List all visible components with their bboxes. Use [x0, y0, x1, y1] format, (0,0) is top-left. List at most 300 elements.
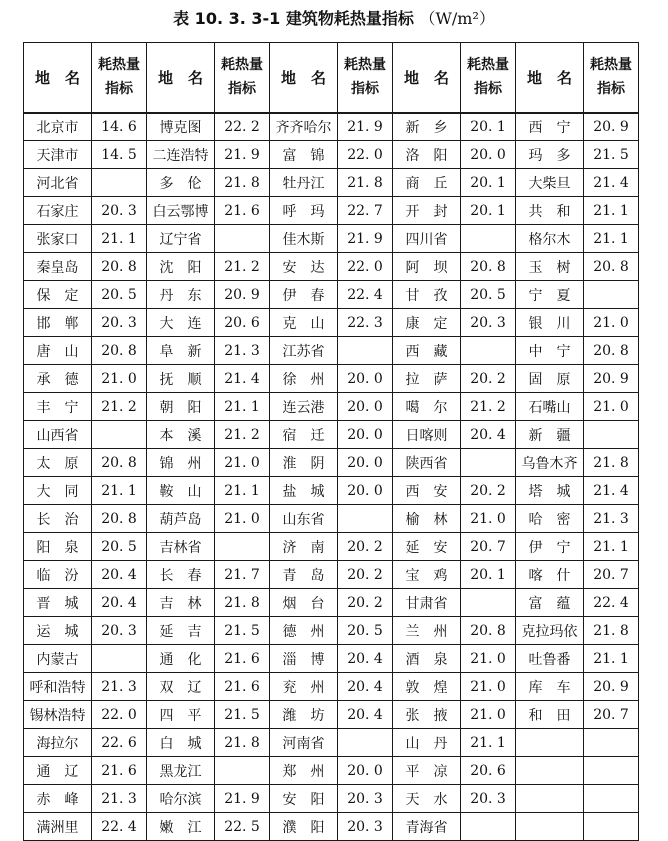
place-name-cell: 宁 夏	[516, 281, 584, 309]
heat-index-cell: 21. 6	[215, 645, 270, 673]
header-value-line2: 指标	[105, 81, 133, 98]
heat-index-cell: 21. 0	[461, 505, 516, 533]
heat-index-cell: 20. 8	[461, 253, 516, 281]
place-name-cell: 西 安	[393, 477, 461, 505]
place-name-cell: 二连浩特	[147, 141, 215, 169]
header-value-cell	[584, 43, 639, 113]
place-name-cell: 拉 萨	[393, 365, 461, 393]
place-name-cell: 宿 迁	[270, 421, 338, 449]
heat-index-cell	[461, 813, 516, 841]
place-name-cell: 葫芦岛	[147, 505, 215, 533]
table-row	[24, 421, 639, 449]
place-name-cell: 长 春	[147, 561, 215, 589]
heat-index-cell: 21. 8	[584, 449, 639, 477]
heat-index-cell: 20. 8	[584, 337, 639, 365]
place-name-cell: 克拉玛依	[516, 617, 584, 645]
place-name-cell: 大柴旦	[516, 169, 584, 197]
table-row	[24, 253, 639, 281]
heat-index-cell: 21. 8	[215, 169, 270, 197]
heat-index-cell: 21. 8	[215, 589, 270, 617]
heat-index-cell: 20. 1	[461, 169, 516, 197]
place-name-cell: 江苏省	[270, 337, 338, 365]
heat-index-cell: 21. 9	[215, 785, 270, 813]
place-name-cell: 山西省	[24, 421, 92, 449]
heat-index-cell: 21. 2	[215, 253, 270, 281]
heat-index-cell: 20. 0	[338, 365, 393, 393]
place-name-cell: 阜 新	[147, 337, 215, 365]
heat-index-cell	[461, 589, 516, 617]
heat-index-cell: 20. 0	[461, 141, 516, 169]
heat-index-cell: 22. 4	[338, 281, 393, 309]
place-name-cell: 丹 东	[147, 281, 215, 309]
place-name-cell: 北京市	[24, 113, 92, 141]
place-name-cell: 伊 宁	[516, 533, 584, 561]
heat-consumption-table	[23, 42, 639, 841]
place-name-cell: 乌鲁木齐	[516, 449, 584, 477]
place-name-cell: 张 掖	[393, 701, 461, 729]
heat-index-cell	[584, 421, 639, 449]
heat-index-cell: 20. 9	[584, 673, 639, 701]
place-name-cell: 德 州	[270, 617, 338, 645]
place-name-cell: 青 岛	[270, 561, 338, 589]
heat-index-cell	[584, 757, 639, 785]
heat-index-cell: 21. 3	[215, 337, 270, 365]
heat-index-cell: 21. 0	[215, 505, 270, 533]
place-name-cell: 徐 州	[270, 365, 338, 393]
place-name-cell: 山东省	[270, 505, 338, 533]
heat-index-cell: 20. 9	[215, 281, 270, 309]
table-row	[24, 309, 639, 337]
table-row	[24, 701, 639, 729]
place-name-cell: 白 城	[147, 729, 215, 757]
heat-index-cell: 21. 1	[584, 645, 639, 673]
heat-index-cell: 20. 4	[92, 561, 147, 589]
heat-index-cell: 20. 0	[338, 449, 393, 477]
place-name-cell: 敦 煌	[393, 673, 461, 701]
table-row	[24, 113, 639, 141]
table-row	[24, 449, 639, 477]
header-value-cell	[338, 43, 393, 113]
place-name-cell: 安 达	[270, 253, 338, 281]
heat-index-cell: 22. 6	[92, 729, 147, 757]
place-name-cell: 共 和	[516, 197, 584, 225]
heat-index-cell: 21. 4	[584, 477, 639, 505]
heat-index-cell: 14. 5	[92, 141, 147, 169]
table-caption	[0, 6, 668, 32]
heat-index-cell: 22. 4	[92, 813, 147, 841]
place-name-cell: 赤 峰	[24, 785, 92, 813]
heat-index-cell: 21. 1	[461, 729, 516, 757]
place-name-cell: 阿 坝	[393, 253, 461, 281]
heat-index-cell: 20. 7	[584, 561, 639, 589]
place-name-cell: 兰 州	[393, 617, 461, 645]
place-name-cell: 石嘴山	[516, 393, 584, 421]
heat-index-cell: 20. 2	[461, 477, 516, 505]
heat-index-cell	[92, 421, 147, 449]
heat-index-cell: 22. 5	[215, 813, 270, 841]
heat-index-cell	[215, 533, 270, 561]
header-value-line1: 耗热量	[344, 57, 386, 74]
heat-index-cell: 21. 0	[215, 449, 270, 477]
heat-index-cell: 21. 0	[461, 673, 516, 701]
place-name-cell: 河南省	[270, 729, 338, 757]
heat-index-cell: 20. 3	[92, 309, 147, 337]
place-name-cell: 太 原	[24, 449, 92, 477]
place-name-cell: 邯 郸	[24, 309, 92, 337]
heat-index-cell: 21. 1	[584, 533, 639, 561]
table-row	[24, 337, 639, 365]
place-name-cell: 张家口	[24, 225, 92, 253]
place-name-cell: 吉林省	[147, 533, 215, 561]
table-row	[24, 617, 639, 645]
heat-index-cell	[92, 169, 147, 197]
heat-index-cell: 21. 0	[92, 365, 147, 393]
heat-index-cell: 21. 0	[461, 701, 516, 729]
place-name-cell	[516, 729, 584, 757]
heat-index-cell: 22. 0	[338, 141, 393, 169]
heat-index-cell: 20. 8	[92, 449, 147, 477]
place-name-cell: 辽宁省	[147, 225, 215, 253]
heat-index-cell	[584, 281, 639, 309]
place-name-cell: 延 吉	[147, 617, 215, 645]
place-name-cell: 陕西省	[393, 449, 461, 477]
heat-index-cell	[338, 337, 393, 365]
heat-index-cell: 21. 8	[338, 169, 393, 197]
place-name-cell: 锡林浩特	[24, 701, 92, 729]
place-name-cell: 和 田	[516, 701, 584, 729]
place-name-cell: 临 汾	[24, 561, 92, 589]
heat-index-cell	[461, 449, 516, 477]
place-name-cell: 富 锦	[270, 141, 338, 169]
heat-index-cell: 21. 3	[92, 673, 147, 701]
heat-index-cell: 20. 5	[461, 281, 516, 309]
heat-index-cell	[584, 813, 639, 841]
header-value-cell	[215, 43, 270, 113]
place-name-cell: 呼 玛	[270, 197, 338, 225]
place-name-cell: 四 平	[147, 701, 215, 729]
place-name-cell: 玛 多	[516, 141, 584, 169]
place-name-cell: 甘 孜	[393, 281, 461, 309]
heat-index-cell: 22. 4	[584, 589, 639, 617]
heat-index-cell: 20. 7	[584, 701, 639, 729]
place-name-cell: 晋 城	[24, 589, 92, 617]
heat-index-cell: 21. 4	[215, 365, 270, 393]
heat-index-cell: 21. 9	[338, 225, 393, 253]
header-value-cell	[461, 43, 516, 113]
heat-index-cell	[92, 645, 147, 673]
heat-index-cell: 20. 0	[338, 757, 393, 785]
place-name-cell: 盐 城	[270, 477, 338, 505]
heat-index-cell	[461, 225, 516, 253]
place-name-cell: 洛 阳	[393, 141, 461, 169]
place-name-cell: 甘肃省	[393, 589, 461, 617]
heat-index-cell: 20. 1	[461, 113, 516, 141]
place-name-cell: 保 定	[24, 281, 92, 309]
place-name-cell: 兖 州	[270, 673, 338, 701]
heat-index-cell: 21. 0	[584, 393, 639, 421]
heat-index-cell: 20. 8	[92, 253, 147, 281]
place-name-cell: 西 宁	[516, 113, 584, 141]
heat-index-cell: 20. 2	[338, 589, 393, 617]
place-name-cell: 博克图	[147, 113, 215, 141]
place-name-cell: 山 丹	[393, 729, 461, 757]
heat-index-cell: 20. 8	[584, 253, 639, 281]
place-name-cell: 丰 宁	[24, 393, 92, 421]
place-name-cell: 濮 阳	[270, 813, 338, 841]
place-name-cell: 中 宁	[516, 337, 584, 365]
header-value-line2: 指标	[474, 81, 502, 98]
heat-index-cell: 21. 4	[584, 169, 639, 197]
table-row	[24, 785, 639, 813]
heat-index-cell: 20. 5	[92, 281, 147, 309]
header-value-line2: 指标	[597, 81, 625, 98]
heat-index-cell: 21. 1	[92, 477, 147, 505]
place-name-cell: 齐齐哈尔	[270, 113, 338, 141]
place-name-cell: 鞍 山	[147, 477, 215, 505]
heat-index-cell: 21. 1	[92, 225, 147, 253]
place-name-cell: 抚 顺	[147, 365, 215, 393]
heat-index-cell: 21. 3	[584, 505, 639, 533]
table-row	[24, 757, 639, 785]
table-row	[24, 505, 639, 533]
heat-index-cell: 20. 5	[92, 533, 147, 561]
heat-index-cell	[215, 757, 270, 785]
place-name-cell: 河北省	[24, 169, 92, 197]
table-row	[24, 477, 639, 505]
place-name-cell: 郑 州	[270, 757, 338, 785]
heat-index-cell: 20. 3	[338, 785, 393, 813]
place-name-cell: 塔 城	[516, 477, 584, 505]
heat-index-cell: 21. 1	[215, 477, 270, 505]
place-name-cell: 海拉尔	[24, 729, 92, 757]
heat-index-cell: 21. 7	[215, 561, 270, 589]
header-value-line1: 耗热量	[590, 57, 632, 74]
heat-index-cell: 21. 9	[215, 141, 270, 169]
table-title: 表 10. 3. 3-1 建筑物耗热量指标	[173, 9, 414, 28]
place-name-cell: 满洲里	[24, 813, 92, 841]
heat-index-cell	[338, 505, 393, 533]
place-name-cell: 吉 林	[147, 589, 215, 617]
place-name-cell: 富 蕴	[516, 589, 584, 617]
header-value-line1: 耗热量	[221, 57, 263, 74]
heat-index-cell: 21. 6	[215, 673, 270, 701]
table-row	[24, 589, 639, 617]
place-name-cell: 阳 泉	[24, 533, 92, 561]
heat-index-cell: 21. 5	[215, 701, 270, 729]
place-name-cell: 沈 阳	[147, 253, 215, 281]
table-row	[24, 197, 639, 225]
place-name-cell: 青海省	[393, 813, 461, 841]
place-name-cell: 康 定	[393, 309, 461, 337]
header-name-cell: 地 名	[24, 43, 92, 113]
header-value-line1: 耗热量	[467, 57, 509, 74]
heat-index-cell: 21. 3	[92, 785, 147, 813]
place-name-cell: 黑龙江	[147, 757, 215, 785]
table-row	[24, 225, 639, 253]
heat-index-cell: 20. 3	[92, 617, 147, 645]
heat-index-cell: 20. 0	[338, 393, 393, 421]
place-name-cell: 克 山	[270, 309, 338, 337]
place-name-cell: 白云鄂博	[147, 197, 215, 225]
place-name-cell: 西 藏	[393, 337, 461, 365]
table-unit: （W/m²）	[419, 9, 495, 28]
place-name-cell: 烟 台	[270, 589, 338, 617]
place-name-cell: 新 乡	[393, 113, 461, 141]
header-value-line1: 耗热量	[98, 57, 140, 74]
heat-index-cell: 20. 3	[461, 309, 516, 337]
place-name-cell: 宝 鸡	[393, 561, 461, 589]
heat-index-cell: 20. 8	[92, 337, 147, 365]
heat-index-cell	[584, 729, 639, 757]
place-name-cell: 秦皇岛	[24, 253, 92, 281]
heat-index-cell: 20. 4	[92, 589, 147, 617]
heat-index-cell: 22. 2	[215, 113, 270, 141]
table-row	[24, 533, 639, 561]
heat-index-cell: 20. 3	[461, 785, 516, 813]
heat-index-cell: 21. 5	[215, 617, 270, 645]
heat-index-cell: 20. 0	[338, 477, 393, 505]
header-value-cell	[92, 43, 147, 113]
heat-index-cell: 21. 2	[92, 393, 147, 421]
table-row	[24, 169, 639, 197]
header-name-cell: 地 名	[393, 43, 461, 113]
place-name-cell: 伊 春	[270, 281, 338, 309]
heat-index-cell: 20. 3	[92, 197, 147, 225]
heat-index-cell: 21. 6	[215, 197, 270, 225]
table-body	[24, 113, 639, 841]
place-name-cell: 牡丹江	[270, 169, 338, 197]
place-name-cell: 格尔木	[516, 225, 584, 253]
heat-index-cell: 21. 2	[461, 393, 516, 421]
heat-index-cell: 20. 6	[461, 757, 516, 785]
heat-index-cell: 20. 4	[338, 701, 393, 729]
place-name-cell: 淄 博	[270, 645, 338, 673]
place-name-cell: 承 德	[24, 365, 92, 393]
heat-index-cell: 20. 9	[584, 113, 639, 141]
heat-index-cell: 20. 1	[461, 561, 516, 589]
place-name-cell: 哈 密	[516, 505, 584, 533]
header-value-line2: 指标	[228, 81, 256, 98]
place-name-cell: 榆 林	[393, 505, 461, 533]
place-name-cell: 固 原	[516, 365, 584, 393]
place-name-cell: 长 治	[24, 505, 92, 533]
place-name-cell: 喀 什	[516, 561, 584, 589]
heat-index-cell: 22. 7	[338, 197, 393, 225]
place-name-cell: 平 凉	[393, 757, 461, 785]
place-name-cell: 安 阳	[270, 785, 338, 813]
heat-index-cell	[338, 729, 393, 757]
heat-index-cell: 20. 8	[92, 505, 147, 533]
place-name-cell: 日喀则	[393, 421, 461, 449]
heat-index-cell: 21. 9	[338, 113, 393, 141]
place-name-cell	[516, 757, 584, 785]
heat-index-cell: 22. 0	[92, 701, 147, 729]
heat-index-cell: 22. 0	[338, 253, 393, 281]
heat-index-cell: 21. 8	[215, 729, 270, 757]
heat-index-cell	[461, 337, 516, 365]
place-name-cell: 银 川	[516, 309, 584, 337]
header-name-cell: 地 名	[147, 43, 215, 113]
heat-index-cell: 20. 2	[338, 533, 393, 561]
heat-index-cell: 21. 0	[584, 309, 639, 337]
heat-index-cell: 20. 7	[461, 533, 516, 561]
place-name-cell: 四川省	[393, 225, 461, 253]
place-name-cell: 天 水	[393, 785, 461, 813]
heat-index-cell: 20. 0	[338, 421, 393, 449]
place-name-cell: 天津市	[24, 141, 92, 169]
place-name-cell: 连云港	[270, 393, 338, 421]
place-name-cell: 大 同	[24, 477, 92, 505]
place-name-cell: 开 封	[393, 197, 461, 225]
table-row	[24, 813, 639, 841]
heat-index-cell: 21. 1	[584, 225, 639, 253]
place-name-cell	[516, 785, 584, 813]
place-name-cell: 淮 阴	[270, 449, 338, 477]
heat-index-cell	[215, 225, 270, 253]
table-row	[24, 141, 639, 169]
place-name-cell: 新 疆	[516, 421, 584, 449]
heat-index-cell: 21. 1	[215, 393, 270, 421]
heat-index-cell: 21. 1	[584, 197, 639, 225]
place-name-cell	[516, 813, 584, 841]
heat-index-cell: 20. 2	[338, 561, 393, 589]
place-name-cell: 商 丘	[393, 169, 461, 197]
heat-index-cell: 20. 5	[338, 617, 393, 645]
place-name-cell: 噶 尔	[393, 393, 461, 421]
heat-index-cell: 20. 4	[338, 673, 393, 701]
heat-index-cell: 14. 6	[92, 113, 147, 141]
place-name-cell: 唐 山	[24, 337, 92, 365]
table-row	[24, 281, 639, 309]
place-name-cell: 呼和浩特	[24, 673, 92, 701]
table-row	[24, 561, 639, 589]
heat-index-cell: 20. 1	[461, 197, 516, 225]
header-name-cell: 地 名	[516, 43, 584, 113]
place-name-cell: 吐鲁番	[516, 645, 584, 673]
heat-index-cell: 22. 3	[338, 309, 393, 337]
table-row	[24, 393, 639, 421]
table-row	[24, 645, 639, 673]
place-name-cell: 内蒙古	[24, 645, 92, 673]
heat-index-cell	[584, 785, 639, 813]
place-name-cell: 多 伦	[147, 169, 215, 197]
place-name-cell: 本 溪	[147, 421, 215, 449]
place-name-cell: 潍 坊	[270, 701, 338, 729]
place-name-cell: 通 化	[147, 645, 215, 673]
place-name-cell: 运 城	[24, 617, 92, 645]
place-name-cell: 佳木斯	[270, 225, 338, 253]
place-name-cell: 库 车	[516, 673, 584, 701]
header-row	[24, 43, 639, 113]
place-name-cell: 嫩 江	[147, 813, 215, 841]
heat-index-cell: 21. 2	[215, 421, 270, 449]
header-name-cell: 地 名	[270, 43, 338, 113]
table-row	[24, 729, 639, 757]
table-row	[24, 673, 639, 701]
heat-index-cell: 20. 6	[215, 309, 270, 337]
heat-index-cell: 20. 4	[338, 645, 393, 673]
table-row	[24, 365, 639, 393]
heat-index-cell: 21. 5	[584, 141, 639, 169]
heat-index-cell: 20. 3	[338, 813, 393, 841]
place-name-cell: 大 连	[147, 309, 215, 337]
heat-index-cell: 21. 6	[92, 757, 147, 785]
place-name-cell: 锦 州	[147, 449, 215, 477]
place-name-cell: 济 南	[270, 533, 338, 561]
header-value-line2: 指标	[351, 81, 379, 98]
heat-index-cell: 21. 0	[461, 645, 516, 673]
place-name-cell: 玉 树	[516, 253, 584, 281]
